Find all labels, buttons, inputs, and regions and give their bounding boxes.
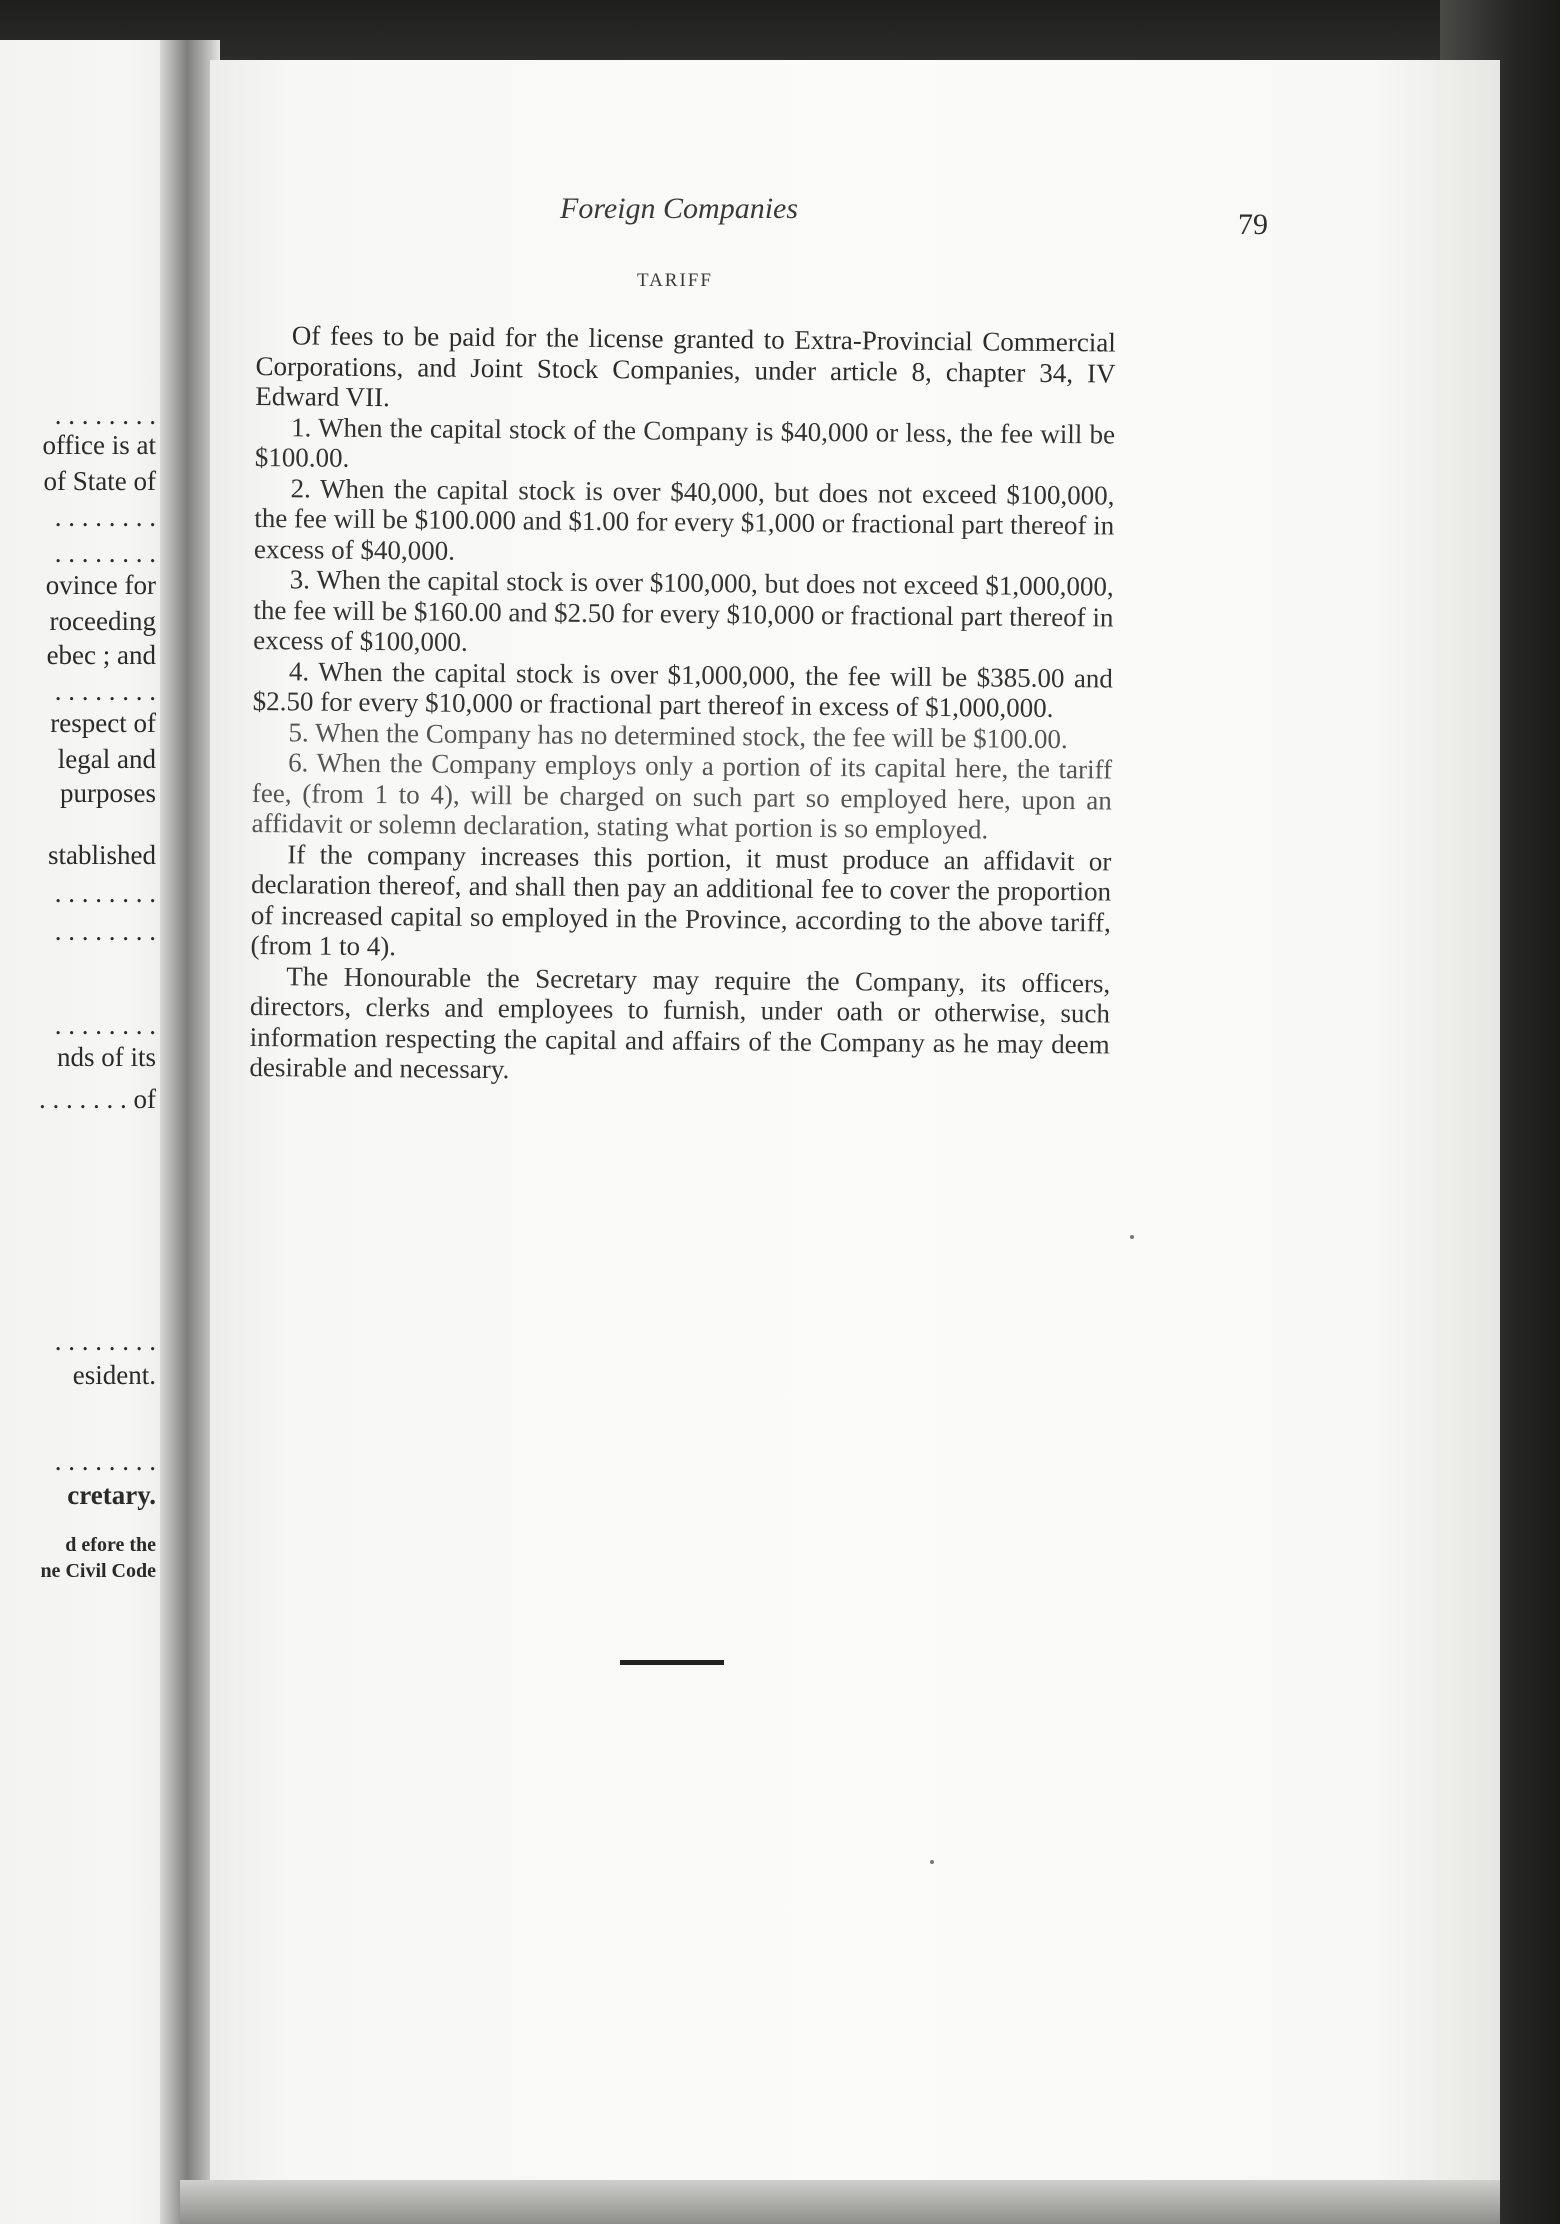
tariff-body bbox=[249, 320, 1116, 1090]
running-head: Foreign Companies bbox=[560, 192, 799, 225]
paper-speck bbox=[1130, 1235, 1134, 1239]
page-number: 79 bbox=[1238, 208, 1268, 241]
left-page-line: ne Civil Code bbox=[40, 1560, 156, 1582]
intro-paragraph: Of fees to be paid for the license granted to Extra-Provincial Commercial Corporations, and Joint Stock Companies, under article 8, chapter 34, IV Edward VII. bbox=[255, 320, 1116, 413]
left-page-line: . . . . . . . . bbox=[54, 676, 156, 706]
left-page-line: of State of bbox=[43, 466, 156, 496]
left-page-line: . . . . . . . of bbox=[39, 1084, 156, 1114]
left-page-line: ebec ; and bbox=[46, 640, 156, 670]
left-page-line: . . . . . . . . bbox=[54, 1326, 156, 1356]
left-page-line: stablished bbox=[48, 840, 156, 870]
left-page-line: purposes bbox=[60, 778, 156, 808]
book-bottom-edge bbox=[180, 2180, 1500, 2224]
tariff-item-1: 1. When the capital stock of the Company is $40,000 or less, the fee will be $100.00. bbox=[254, 411, 1116, 473]
left-page-line: . . . . . . . . bbox=[54, 1010, 156, 1040]
increase-paragraph: If the company increases this portion, it must produce an affidavit or declaration thereof, and shall then pay an additional fee to cover the proportion of increased capital so employed in the Province, according to the above tariff, (from 1 to 4). bbox=[250, 838, 1112, 962]
section-heading: TARIFF bbox=[637, 270, 713, 291]
left-page-line: . . . . . . . . bbox=[54, 1446, 156, 1476]
left-page-line: ovince for bbox=[45, 570, 156, 600]
tariff-item-4: 4. When the capital stock is over $1,000,000, the fee will be $385.00 and $2.50 for every $10,000 or fractional part thereof in excess of $1,000,000. bbox=[252, 655, 1114, 723]
tariff-item-5: 5. When the Company has no determined stock, the fee will be $100.00. bbox=[288, 716, 1068, 754]
left-page-line: nds of its bbox=[56, 1042, 156, 1072]
left-page-line: office is at bbox=[42, 430, 156, 460]
closing-paragraph: The Honourable the Secretary may require the Company, its officers, directors, clerks and employees to furnish, under oath or otherwise, such information respecting the capital and affairs of the Company as he may deem desirable and necessary. bbox=[249, 960, 1111, 1085]
left-page-line: d efore the bbox=[65, 1534, 156, 1556]
tariff-item-3: 3. When the capital stock is over $100,000, but does not exceed $1,000,000, the fee will be $160.00 and $2.50 for every $10,000 or fractional part thereof in excess of $100,000. bbox=[253, 564, 1114, 657]
end-rule bbox=[620, 1660, 724, 1665]
left-page-line: legal and bbox=[57, 744, 156, 774]
left-page-line: cretary. bbox=[67, 1480, 156, 1510]
left-page-line: . . . . . . . . bbox=[54, 502, 156, 532]
left-page-line: respect of bbox=[50, 708, 156, 738]
left-page-line: . . . . . . . . bbox=[54, 538, 156, 568]
left-page bbox=[0, 40, 180, 2224]
tariff-item-6: 6. When the Company employs only a portion of its capital here, the tariff fee, (from 1 to 4), will be charged on such part so employed here, upon an affidavit or solemn declaration, stating what portion is so employed. bbox=[251, 747, 1113, 845]
left-page-line: . . . . . . . . bbox=[54, 916, 156, 946]
left-page-line: roceeding bbox=[49, 606, 156, 636]
left-page-line: . . . . . . . . bbox=[54, 400, 156, 430]
tariff-item-2: 2. When the capital stock is over $40,000, but does not exceed $100,000, the fee will be $100.000 and $1.00 for every $1,000 or fractional part thereof in excess of $40,000. bbox=[253, 472, 1115, 566]
left-page-line: . . . . . . . . bbox=[54, 878, 156, 908]
paper-speck bbox=[930, 1860, 934, 1864]
left-page-line: esident. bbox=[72, 1360, 156, 1390]
